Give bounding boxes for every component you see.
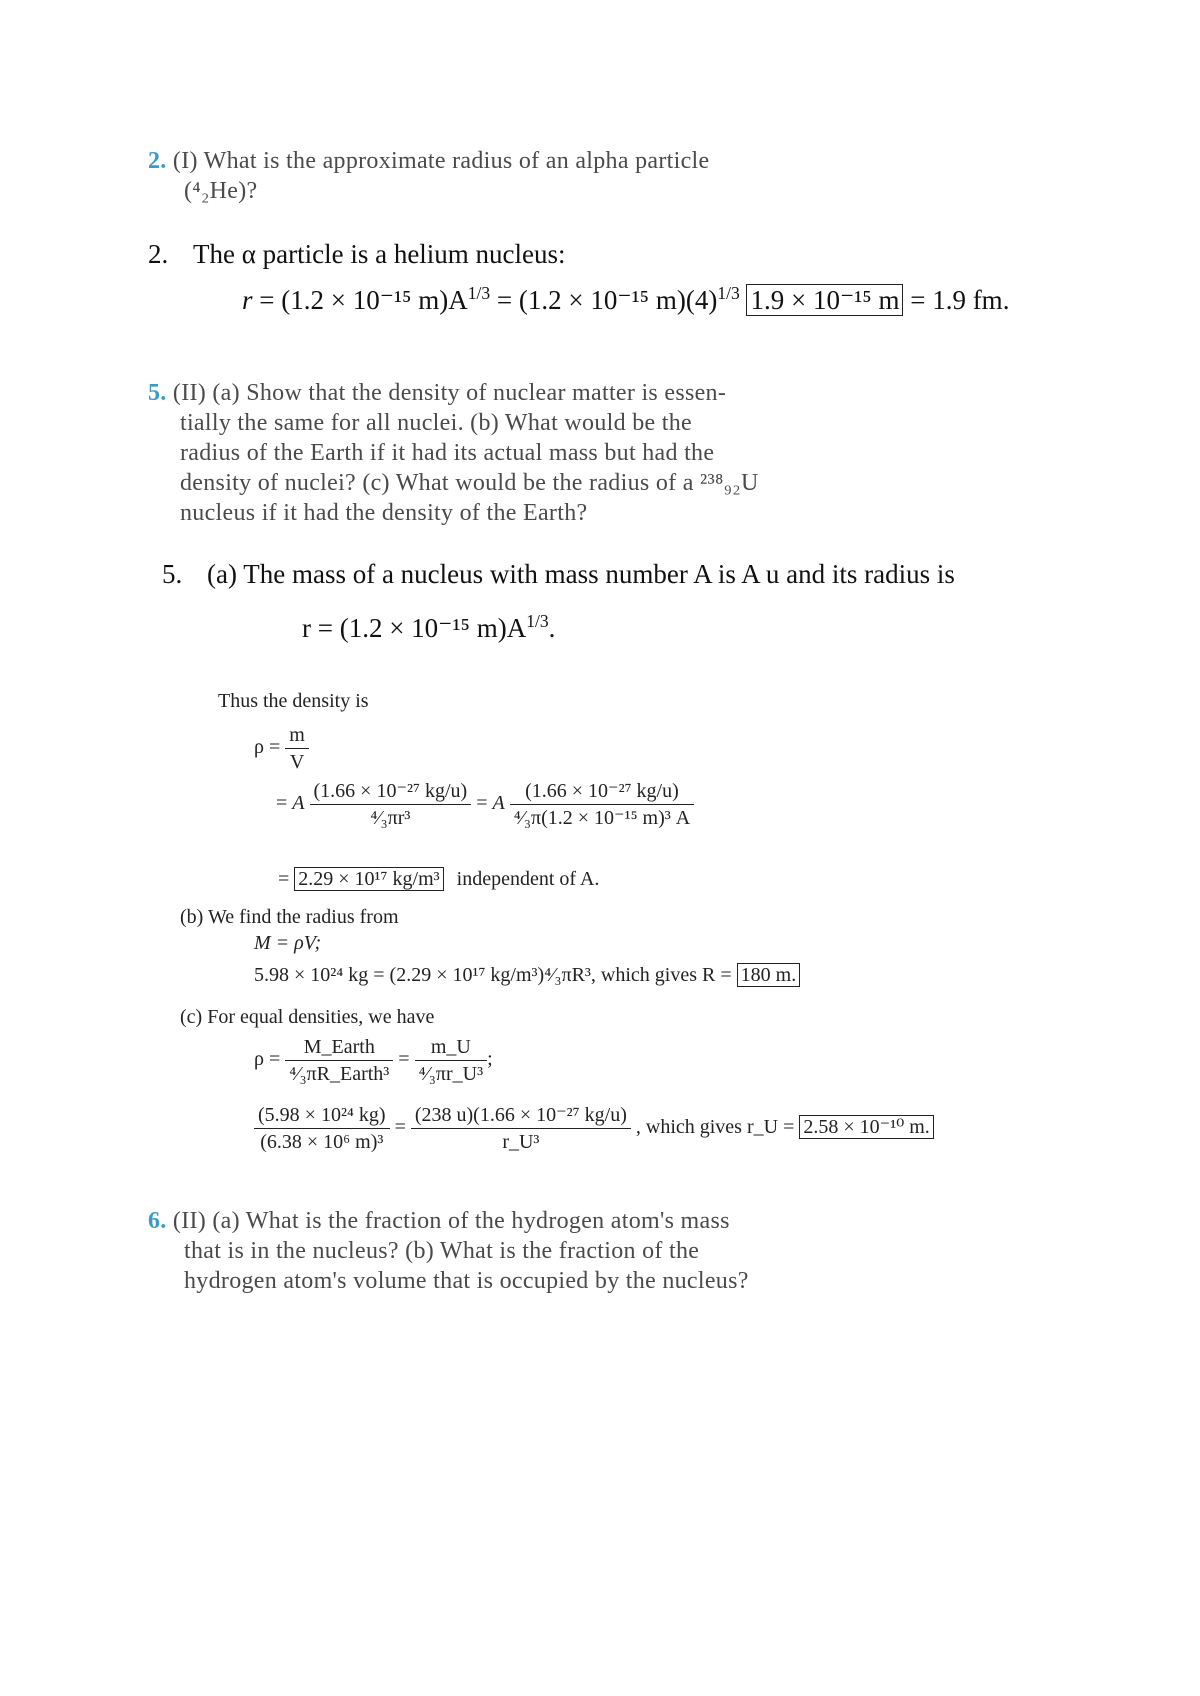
equation-variable: r bbox=[242, 285, 253, 315]
question-text: radius of the Earth if it had its actual mass but had the bbox=[180, 440, 715, 466]
part-b-calculation bbox=[254, 962, 800, 988]
question-number: 2. bbox=[148, 148, 167, 174]
density-result-line: = 2.29 × 10¹⁷ kg/m³ independent of A. bbox=[278, 868, 600, 890]
question-text: (⁴₂He)? bbox=[184, 178, 258, 204]
radius-equation: r = (1.2 × 10⁻¹⁵ $m)A^{1/3}$. bbox=[302, 611, 556, 643]
answer-intro: The α particle is a helium nucleus: bbox=[193, 239, 566, 269]
equation-exponent: 1/3 bbox=[717, 283, 740, 303]
fraction-numerator: (1.66 × 10⁻²⁷ kg/u) bbox=[510, 778, 695, 805]
part-c-equation-2: $\frac{\text{(5.98 × 10²⁴ kg)}}{\text{(6.38 × 10⁶ m)³}}$ = $\frac{\text{(238 u)(1.66 × 10⁻²⁷ kg/u)}}{\text{r\_U³}}$ , which gives r_U = 2.58 × 10⁻¹⁰ m. bbox=[254, 1102, 934, 1155]
question-number: 5. bbox=[148, 380, 167, 406]
answer-2-equation bbox=[242, 284, 1022, 316]
fraction-denominator: V bbox=[289, 751, 305, 773]
answer-number: 5. bbox=[162, 559, 183, 589]
question-text: that is in the nucleus? (b) What is the fraction of the bbox=[184, 1238, 700, 1264]
equation-term: = (1.2 × 10⁻¹⁵ m)A bbox=[259, 285, 468, 315]
answer-intro: (a) The mass of a nucleus with mass number A is A u and its radius is bbox=[207, 559, 955, 589]
question-text: (I) What is the approximate radius of an alpha particle bbox=[172, 148, 710, 174]
fraction bbox=[285, 1034, 393, 1087]
fraction-denominator: ⁴⁄₃πr_U³ bbox=[418, 1063, 484, 1085]
boxed-result: 2.58 × 10⁻¹⁰ m. bbox=[799, 1115, 933, 1139]
question-number: 6. bbox=[148, 1208, 167, 1234]
boxed-result: 2.29 × 10¹⁷ kg/m³ bbox=[294, 867, 443, 891]
part-c-equation-1: ρ = $\frac{\text{M\_Earth}}{\text{⁴⁄₃πR\_Earth³}}$ = $\frac{m\_U}{\text{⁴⁄₃πr\_U³}}$ ; bbox=[254, 1036, 493, 1085]
fraction-denominator: ⁴⁄₃π(1.2 × 10⁻¹⁵ m)³ A bbox=[513, 807, 691, 829]
fraction bbox=[411, 1102, 631, 1155]
fraction bbox=[510, 778, 695, 831]
answer-2 bbox=[148, 238, 1048, 270]
fraction-denominator: ⁴⁄₃πR_Earth³ bbox=[289, 1063, 390, 1085]
equation-exponent: 1/3 bbox=[467, 283, 491, 303]
question-text: hydrogen atom's volume that is occupied by the nucleus? bbox=[184, 1268, 749, 1294]
fraction bbox=[310, 778, 472, 831]
density-fractions: = A $\frac{\text{(1.66 × 10⁻²⁷ kg/u)}}{\text{⁴⁄₃πr³}}$ = A $\frac{\text{(1.66 × 10⁻²⁷ kg/u)}}{\text{⁴⁄₃π(1.2 × 10⁻¹⁵ m)³ A}}$ bbox=[276, 778, 694, 831]
part-b-equation: M = ρV; bbox=[254, 932, 322, 954]
question-6 bbox=[148, 1206, 848, 1296]
fraction bbox=[415, 1034, 487, 1087]
answer-number: 2. bbox=[148, 239, 169, 269]
fraction-numerator: (238 u)(1.66 × 10⁻²⁷ kg/u) bbox=[411, 1102, 631, 1129]
equation-term: = (1.2 × 10⁻¹⁵ m)(4) bbox=[496, 285, 718, 315]
question-text: density of nuclei? (c) What would be the radius of a ²³⁸₉₂U bbox=[180, 470, 759, 496]
result-note: , which gives r_U = bbox=[635, 1116, 795, 1139]
part-b-intro: (b) We find the radius from bbox=[180, 906, 399, 928]
question-5 bbox=[148, 378, 848, 528]
equation-exponent: 1/3 bbox=[526, 611, 549, 631]
question-text: tially the same for all nuclei. (b) What would be the bbox=[180, 410, 692, 436]
fraction-numerator: (5.98 × 10²⁴ kg) bbox=[254, 1102, 390, 1129]
answer-5 bbox=[162, 558, 1062, 590]
question-text: nucleus if it had the density of the Earth? bbox=[180, 500, 588, 526]
fraction-denominator: ⁴⁄₃πr³ bbox=[370, 807, 411, 829]
calculation-text: 5.98 × 10²⁴ kg = (2.29 × 10¹⁷ kg/m³)⁴⁄₃πR³, which gives R = bbox=[254, 964, 732, 986]
fraction-denominator: r_U³ bbox=[502, 1131, 540, 1153]
fraction-numerator: (1.66 × 10⁻²⁷ kg/u) bbox=[310, 778, 472, 805]
fraction bbox=[254, 1102, 390, 1155]
fraction-denominator: (6.38 × 10⁶ m)³ bbox=[260, 1131, 384, 1153]
boxed-result: 180 m. bbox=[737, 963, 801, 987]
density-intro: Thus the density is bbox=[218, 690, 369, 712]
result-note: independent of A. bbox=[456, 868, 600, 890]
equation-tail: = 1.9 fm. bbox=[910, 285, 1010, 315]
fraction-numerator: m bbox=[285, 722, 309, 749]
equation-lhs: ρ = bbox=[254, 736, 281, 759]
fraction-numerator: M_Earth bbox=[285, 1034, 393, 1061]
question-text: (II) (a) Show that the density of nuclear matter is essen- bbox=[172, 380, 727, 406]
equation-term: r = (1.2 × 10⁻¹⁵ m)A bbox=[302, 613, 527, 643]
fraction bbox=[285, 722, 309, 775]
question-2 bbox=[148, 146, 828, 206]
fraction-numerator: m_U bbox=[415, 1034, 487, 1061]
part-c-intro: (c) For equal densities, we have bbox=[180, 1006, 435, 1028]
boxed-result: 1.9 × 10⁻¹⁵ m bbox=[746, 284, 903, 316]
question-text: (II) (a) What is the fraction of the hydrogen atom's mass bbox=[172, 1208, 730, 1234]
density-definition bbox=[254, 722, 309, 775]
